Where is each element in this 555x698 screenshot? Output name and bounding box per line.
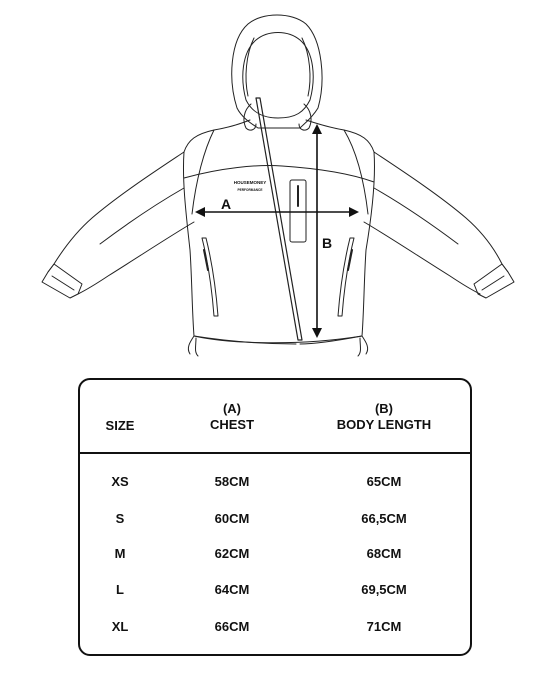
- size-cell: S: [115, 511, 125, 526]
- header-length-label: BODY LENGTH: [336, 417, 432, 432]
- header-size: [80, 418, 160, 434]
- brand-line-1: HOUSEMONEY: [233, 180, 267, 185]
- size-cell: XL: [111, 619, 129, 634]
- chest-panel-seam: [184, 166, 374, 183]
- brand-line-2: PERFORMANCE: [237, 188, 263, 192]
- length-cell: 65CM: [366, 474, 402, 489]
- table-row: [80, 617, 470, 637]
- front-zipper: [256, 98, 302, 340]
- table-row: [80, 472, 470, 492]
- chest-cell: 60CM: [214, 511, 250, 526]
- header-chest: [177, 401, 287, 433]
- table-row: [80, 509, 470, 529]
- header-length: [329, 401, 439, 433]
- measure-b-label: B: [321, 235, 333, 251]
- size-table: [78, 378, 472, 656]
- header-chest-letter: (A): [222, 401, 242, 416]
- header-size-label: SIZE: [105, 418, 135, 433]
- chest-cell: 64CM: [214, 582, 250, 597]
- table-row: [80, 580, 470, 600]
- length-cell: 68CM: [366, 546, 402, 561]
- chest-cell: 58CM: [214, 474, 250, 489]
- right-sleeve: [364, 152, 508, 294]
- hood-opening: [243, 33, 313, 119]
- length-cell: 69,5CM: [361, 582, 407, 597]
- body-right: [300, 152, 375, 344]
- left-cuff: [42, 264, 82, 298]
- right-cuff: [474, 264, 514, 298]
- left-sleeve: [48, 152, 194, 294]
- length-cell: 71CM: [366, 619, 402, 634]
- header-length-letter: (B): [374, 401, 394, 416]
- table-row: [80, 544, 470, 564]
- chest-cell: 66CM: [214, 619, 250, 634]
- length-cell: 66,5CM: [361, 511, 407, 526]
- size-cell: XS: [111, 474, 129, 489]
- table-header: [80, 380, 470, 454]
- collar: [184, 120, 250, 152]
- chest-cell: 62CM: [214, 546, 250, 561]
- size-cell: L: [116, 582, 124, 597]
- measure-a-label: A: [220, 196, 232, 212]
- size-cell: M: [114, 546, 126, 561]
- measure-b-arrow: [312, 124, 322, 338]
- header-chest-label: CHEST: [209, 417, 255, 432]
